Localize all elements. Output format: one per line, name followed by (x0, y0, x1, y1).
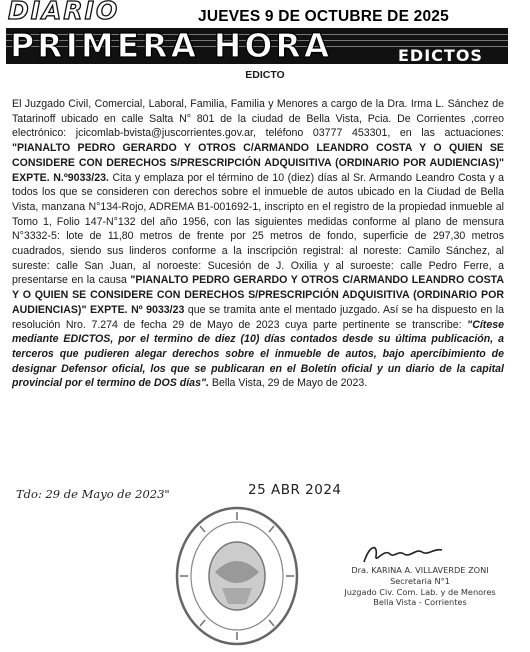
edition-date: JUEVES 9 DE OCTUBRE DE 2025 (198, 8, 449, 25)
handwritten-note: Tdo: 29 de Mayo de 2023" (16, 487, 170, 501)
case-caption-second: "PIANALTO PEDRO GERARDO Y OTROS C/ARMANDO LEANDRO COSTA Y O QUIEN SE CONSIDERE CON DERECHOS S/PRESCRIPCIÓN ADQUISITIVA (ORDINARIO POR AUDIENCIAS)" EXPTE. Nº 9033/23 (12, 274, 504, 316)
case-caption-first: "PIANALTO PEDRO GERARDO Y OTROS C/ARMANDO LEANDRO COSTA Y O QUIEN SE CONSIDERE CON DERECHOS S/PRESCRIPCIÓN ADQUISITIVA (ORDINARIO POR AUDIENCIAS)" EXPTE. N.º9033/23. (12, 142, 504, 184)
signatory-court: Juzgado Civ. Com. Lab. y de Menores (344, 586, 496, 597)
signatory-name: Dra. KARINA A. VILLAVERDE ZONI (351, 565, 489, 575)
signatory-block (340, 565, 500, 608)
court-seal-icon (170, 498, 305, 650)
document-title: EDICTO (245, 69, 285, 81)
resolution-paragraph: que se tramita ante el mentado juzgado. Así se ha dispuesto en la resolución Nro. 7.274 de fecha 29 de Mayo de 2023 cuya parte pertinente se transcribe: (12, 303, 505, 331)
masthead (0, 0, 530, 65)
section-label: EDICTOS (398, 46, 483, 65)
intro-paragraph: El Juzgado Civil, Comercial, Laboral, Familia, Familia y Menores a cargo de la Dra. Irma L. Sánchez de Tatarinoff ubicado en calle Salta N° 801 de la ciudad de Bella Vista, Pcia. De Corrientes ,correo electrónico: jcicomlab-bvista@juscorrientes.gov.ar, teléfono 03777 453301, en las actuaciones: (12, 98, 504, 140)
signature-icon (360, 540, 445, 568)
summons-paragraph: Cita y emplaza por el término de 10 (diez) días al Sr. Armando Leandro Costa y a todos los que se consideren con derechos sobre el inmueble de autos ubicado en la Ciudad de Bella Vista, manzana N°134-Rojo, ADREMA B1-001692-1, inscripto en el registro de la propiedad inmueble al Tomo 1, Folio 147-N°132 del año 1956, con las siguientes medidas conforme al plano de mensura N°3332-5: lote de 11,80 metros de frente por 25 metros de fondo, superficie de 297,30 metros cuadrados, siendo sus linderos conforme a la inscripción registral: al noreste: Camilo Sánchez, al sureste: calle San Juan, al noroeste: Sucesión de J. Oxilia y al suroeste: calle Pedro Ferre, a presentarse en la causa (12, 171, 505, 287)
resolution-quote: "Cítese mediante EDICTOS, por el termino de diez (10) días contados desde su última publicación, a terceros que pudieren alegar derechos sobre el inmueble de autos, bajo apercibimiento de designar Defensor oficial, los que se publicaran en el Boletín oficial y un diario de la capital provincial por el termino de DOS días". (12, 318, 504, 390)
signatory-place: Bella Vista - Corrientes (373, 597, 467, 608)
date-stamp: 25 ABR 2024 (248, 482, 342, 498)
signatory-role: Secretaria N°1 (390, 575, 450, 586)
edict-body (12, 97, 504, 391)
masthead-diario: DIARIO (8, 0, 120, 25)
masthead-primera-hora: PRIMERA HORA (10, 26, 333, 65)
closing-line: Bella Vista, 29 de Mayo de 2023. (208, 377, 368, 390)
